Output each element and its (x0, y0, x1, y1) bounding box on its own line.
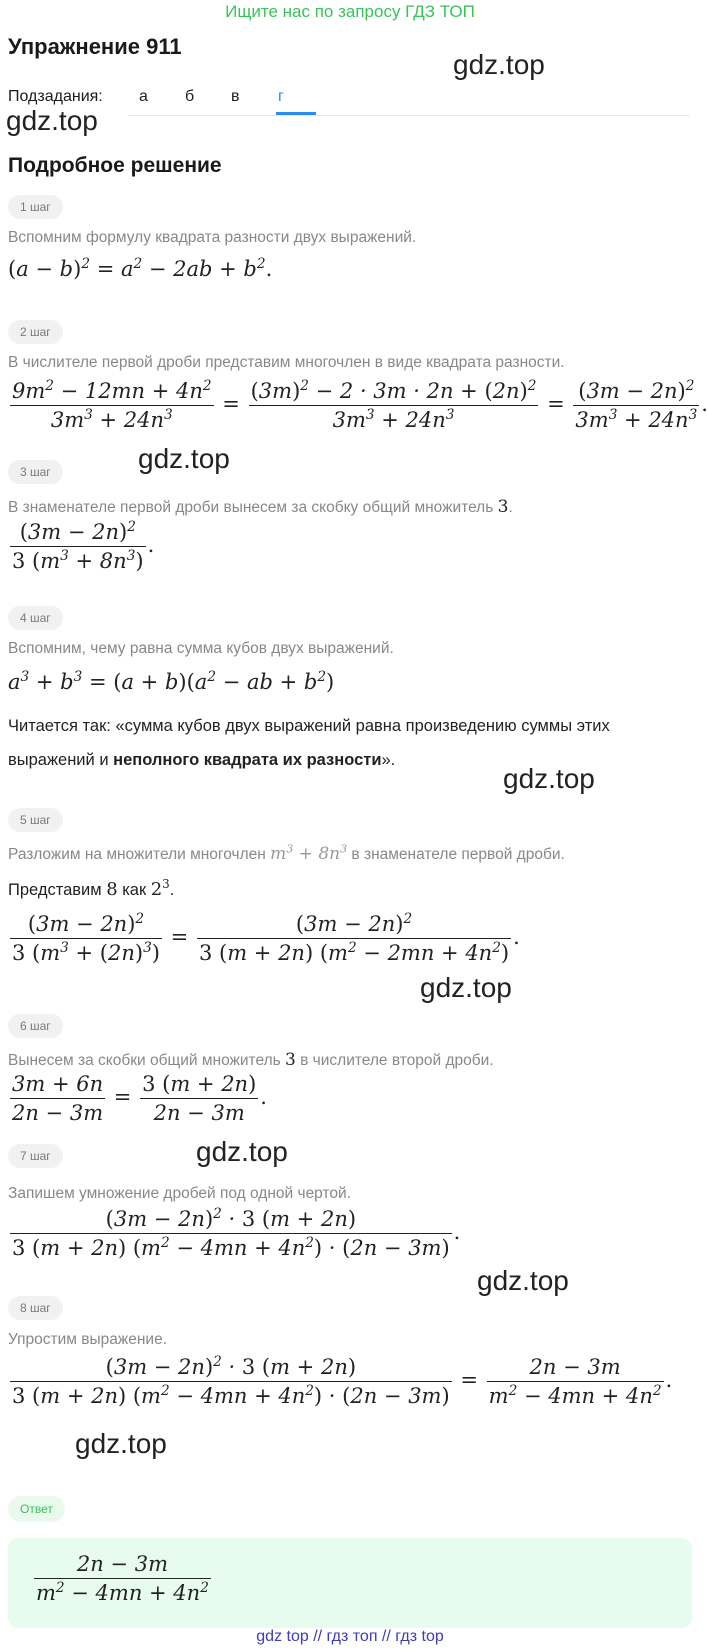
step-badge: 3 шаг (8, 460, 63, 484)
step-badge: 4 шаг (8, 606, 63, 630)
formula-square-difference: $(a - b)^2 = a^2 - 2ab + b^2$. (8, 255, 273, 281)
step-hint: В числителе первой дроби представим многочлен в виде квадрата разности. (8, 354, 565, 371)
watermark: gdz.top (196, 1136, 288, 1167)
subtasks-label: Подзадания: (8, 88, 103, 105)
formula-step-6: $\frac{3m + 6n}{2n - 3m}$ = $\frac{3 (m + 2n)}{2n - 3m}$ . (12, 1072, 267, 1125)
footer-links[interactable]: gdz top // гдз топ // гдз top (256, 1628, 444, 1645)
step-badge: 6 шаг (8, 1014, 63, 1038)
answer-box (8, 1538, 692, 1628)
step-badge: 8 шаг (8, 1296, 63, 1320)
formula-step-7: $\frac{(3m - 2n)^2 \cdot 3 (m + 2n)}{3 (m + 2n) (m^2 - 4mn + 4n^2) \cdot (2n - 3m)}$ . (12, 1205, 461, 1260)
step-hint: Вспомним, чему равна сумма кубов двух выражений. (8, 640, 394, 657)
promo-banner: Ищите нас по запросу ГДЗ ТОП (225, 2, 475, 21)
tab-b[interactable]: б (185, 88, 195, 105)
represent-text: Представим 8 как $2^3$. (8, 876, 175, 900)
watermark: gdz.top (420, 972, 512, 1003)
formula-step-5: $\frac{(3m - 2n)^2}{3 (m^3 + (2n)^3)}$ = $\frac{(3m - 2n)^2}{3 (m + 2n) (m^2 - 2mn + 4n^2)}$ . (12, 910, 520, 965)
formula-step-8: $\frac{(3m - 2n)^2 \cdot 3 (m + 2n)}{3 (m + 2n) (m^2 - 4mn + 4n^2) \cdot (2n - 3m)}$ = $\frac{2n - 3m}{m^2 - 4mn + 4n^2}$ . (12, 1353, 673, 1408)
page-title: Упражнение 911 (8, 34, 182, 59)
formula-step-2: $\frac{9m^2 - 12mn + 4n^2}{3m^3 + 24n^3}$ = $\frac{(3m)^2 - 2 \cdot 3m \cdot 2n + (2n)^2}{3m^3 + 24n^3}$ = $\frac{(3m - 2n)^2}{3m^3 + 24n^3}$ . (12, 377, 708, 432)
step-hint: Упростим выражение. (8, 1331, 168, 1348)
watermark: gdz.top (75, 1428, 167, 1459)
section-title: Подробное решение (8, 154, 222, 177)
step-badge: 5 шаг (8, 808, 63, 832)
read-as-text-line-1: Читается так: «сумма кубов двух выражений равна произведению суммы этих (8, 717, 610, 735)
answer-formula: $\frac{2n - 3m}{m^2 - 4mn + 4n^2}$ (36, 1552, 209, 1605)
step-badge: 7 шаг (8, 1144, 63, 1168)
watermark: gdz.top (6, 105, 98, 136)
read-as-text-line-2: выражений и неполного квадрата их разности». (8, 751, 396, 769)
watermark: gdz.top (477, 1265, 569, 1296)
step-hint: Вынесем за скобки общий множитель 3 в числителе второй дроби. (8, 1050, 494, 1070)
formula-sum-of-cubes: $a^3 + b^3 = (a + b)(a^2$ − ab + $b^2$) (8, 668, 335, 694)
step-badge: 2 шаг (8, 320, 63, 344)
tab-g[interactable]: г (278, 88, 284, 105)
watermark: gdz.top (138, 443, 230, 474)
step-hint: Вспомним формулу квадрата разности двух выражений. (8, 229, 417, 246)
tabs-divider (128, 115, 690, 116)
tab-v[interactable]: в (231, 88, 240, 105)
watermark: gdz.top (503, 763, 595, 794)
watermark: gdz.top (453, 49, 545, 80)
answer-badge: Ответ (8, 1496, 65, 1522)
step-hint: В знаменателе первой дроби вынесем за скобку общий множитель 3. (8, 497, 513, 517)
step-badge: 1 шаг (8, 195, 63, 219)
step-hint: Запишем умножение дробей под одной чертой. (8, 1185, 351, 1202)
step-hint: Разложим на множители многочлен $m^3 + 8n^3$ в знаменателе первой дроби. (8, 842, 565, 864)
formula-step-3: $\frac{(3m - 2n)^2}{3 (m^3 + 8n^3)}$ . (12, 518, 155, 573)
active-tab-indicator (276, 112, 316, 115)
tab-a[interactable]: а (139, 88, 148, 105)
